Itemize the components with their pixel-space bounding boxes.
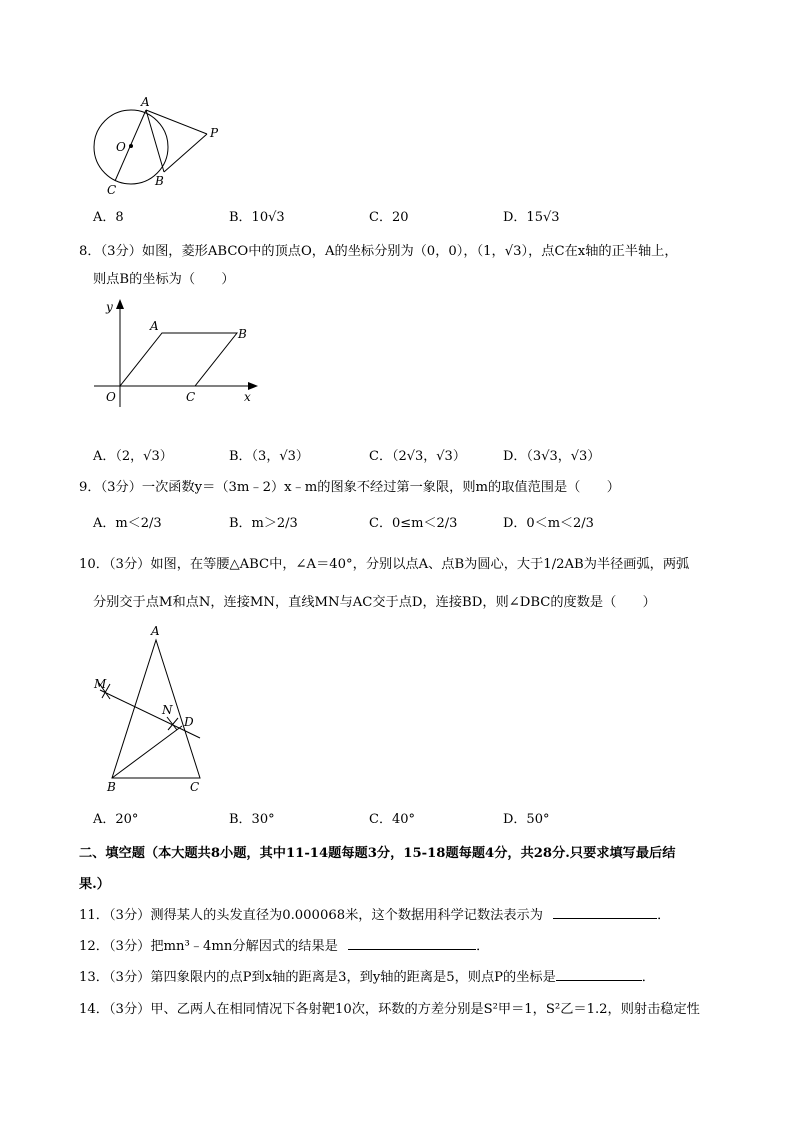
q10-stem-line1: 10．（3分）如图，在等腰△ABC中，∠A＝40°，分别以点A、点B为圆心，大于1/2AB为半径画弧，两弧 — [79, 557, 690, 572]
line-mn — [100, 690, 200, 738]
label-n: N — [162, 703, 173, 717]
label-x: x — [244, 390, 251, 404]
q9-option-c[interactable]: C．0≤m＜2/3 — [369, 516, 458, 531]
label-o: O — [116, 140, 126, 154]
q7-option-a[interactable]: A．8 — [93, 210, 124, 225]
q12 — [79, 935, 489, 954]
q8-stem-line2: 则点B的坐标为（ ） — [93, 272, 235, 287]
label-b: B — [238, 327, 247, 341]
q13-answer-blank[interactable] — [556, 968, 642, 981]
q7-option-d[interactable]: D．15√3 — [503, 210, 560, 225]
q11-answer-blank[interactable] — [553, 906, 657, 919]
q8-stem-line1: 8．（3分）如图，菱形ABCO中的顶点O，A的坐标分别为（0，0），（1，√3），点C在x轴的正半轴上， — [79, 244, 678, 259]
triangle-abc — [112, 640, 200, 778]
q11-text: 11．（3分）测得某人的头发直径为0.000068米，这个数据用科学记数法表示为 — [79, 908, 543, 923]
q13 — [79, 966, 655, 985]
q10-option-c[interactable]: C．40° — [369, 812, 415, 827]
q10-stem-line2: 分别交于点M和点N，连接MN，直线MN与AC交于点D，连接BD，则∠DBC的度数是（ ） — [93, 595, 656, 610]
label-p: P — [210, 126, 219, 140]
center-point — [129, 144, 133, 148]
tangent-pb — [164, 134, 207, 172]
q12-answer-blank[interactable] — [348, 937, 476, 950]
q9-option-b[interactable]: B．m＞2/3 — [229, 516, 298, 531]
q8-option-b[interactable]: B．（3，√3） — [229, 449, 309, 464]
q8-option-c[interactable]: C．（2√3，√3） — [369, 449, 466, 464]
label-c: C — [186, 390, 196, 404]
q13-period: ． — [641, 970, 655, 985]
label-d: D — [184, 715, 194, 729]
label-c: C — [107, 183, 117, 197]
q10-option-b[interactable]: B．30° — [229, 812, 275, 827]
q9-option-a[interactable]: A．m＜2/3 — [93, 516, 162, 531]
q7-figure — [90, 92, 230, 202]
q7-option-b[interactable]: B．10√3 — [229, 210, 285, 225]
q14-stem: 14．（3分）甲、乙两人在相同情况下各射靶10次，环数的方差分别是S²甲＝1，S²乙＝1.2，则射击稳定性 — [79, 1002, 700, 1017]
q9-stem: 9．（3分）一次函数y＝（3m﹣2）x﹣m的图象不经过第一象限，则m的取值范围是（ ） — [79, 480, 620, 495]
tangent-pa — [146, 110, 207, 134]
rhombus-abco — [120, 333, 237, 386]
q8-option-a[interactable]: A．（2，√3） — [93, 449, 173, 464]
q9-option-d[interactable]: D．0＜m＜2/3 — [503, 516, 594, 531]
q7-option-c[interactable]: C．20 — [369, 210, 409, 225]
section2-heading-line1: 二、填空题（本大题共8小题，其中11-14题每题3分，15-18题每题4分，共28分.只要求填写最后结 — [79, 846, 676, 861]
label-y: y — [106, 300, 113, 314]
q11-period: ． — [657, 908, 671, 923]
q13-text: 13．（3分）第四象限内的点P到x轴的距离是3，到y轴的距离是5，则点P的坐标是 — [79, 970, 556, 985]
segment-bd — [112, 726, 182, 778]
label-b: B — [155, 174, 164, 188]
label-a: A — [150, 319, 159, 333]
q10-option-d[interactable]: D．50° — [503, 812, 550, 827]
section2-heading-line2: 果.） — [79, 877, 110, 892]
q11 — [79, 904, 670, 923]
label-o: O — [106, 390, 116, 404]
q8-figure — [90, 295, 265, 410]
label-b: B — [107, 780, 116, 794]
label-a: A — [151, 624, 160, 638]
q10-figure — [90, 620, 215, 800]
q8-option-d[interactable]: D．（3√3，√3） — [503, 449, 601, 464]
q10-option-a[interactable]: A．20° — [93, 812, 139, 827]
y-axis-arrow — [116, 299, 124, 309]
label-m: M — [94, 677, 107, 691]
label-c: C — [190, 780, 200, 794]
q12-period: ． — [476, 939, 490, 954]
label-a: A — [141, 95, 150, 109]
q12-text: 12．（3分）把mn³﹣4mn分解因式的结果是 — [79, 939, 338, 954]
x-axis-arrow — [248, 382, 258, 390]
